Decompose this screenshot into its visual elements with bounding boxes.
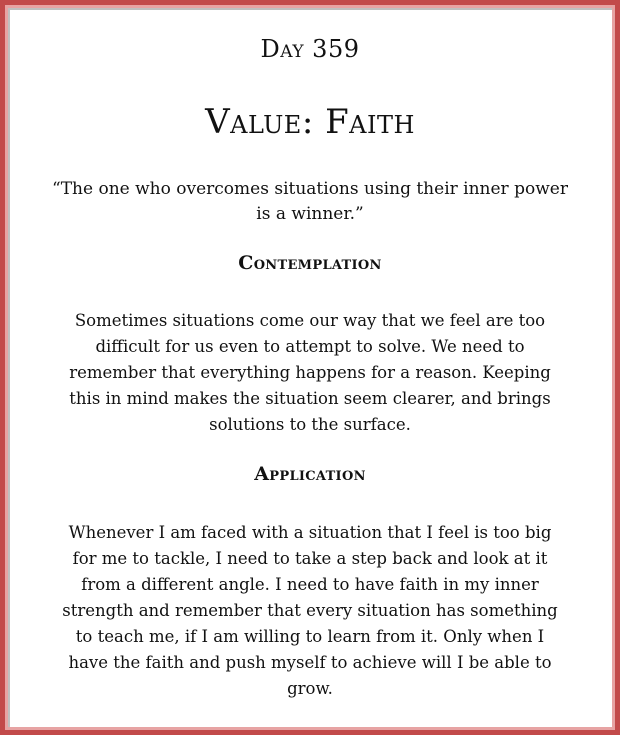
contemplation-paragraph: Sometimes situations come our way that we feel are too difficult for us even to attempt to solve. We need to remember that everything happens for a reason. Keeping this in mind makes the situation seem clearer, and brings solutions to the surface.	[69, 311, 551, 434]
quote-text: “The one who overcomes situations using their inner power is a winner.”	[52, 179, 568, 224]
contemplation-heading: Contemplation	[238, 252, 382, 274]
document-page	[8, 8, 612, 727]
application-paragraph: Whenever I am faced with a situation that I feel is too big for me to tackle, I need to take a step back and look at it from a different angle. I need to have faith in my inner strength and remember that every situation has something to teach me, if I am willing to learn from it. Only when I have the faith and push myself to achieve will I be able to grow.	[62, 523, 558, 698]
application-heading: Application	[254, 463, 366, 485]
page-title: Value: Faith	[205, 102, 415, 142]
day-number: Day 359	[260, 35, 360, 63]
